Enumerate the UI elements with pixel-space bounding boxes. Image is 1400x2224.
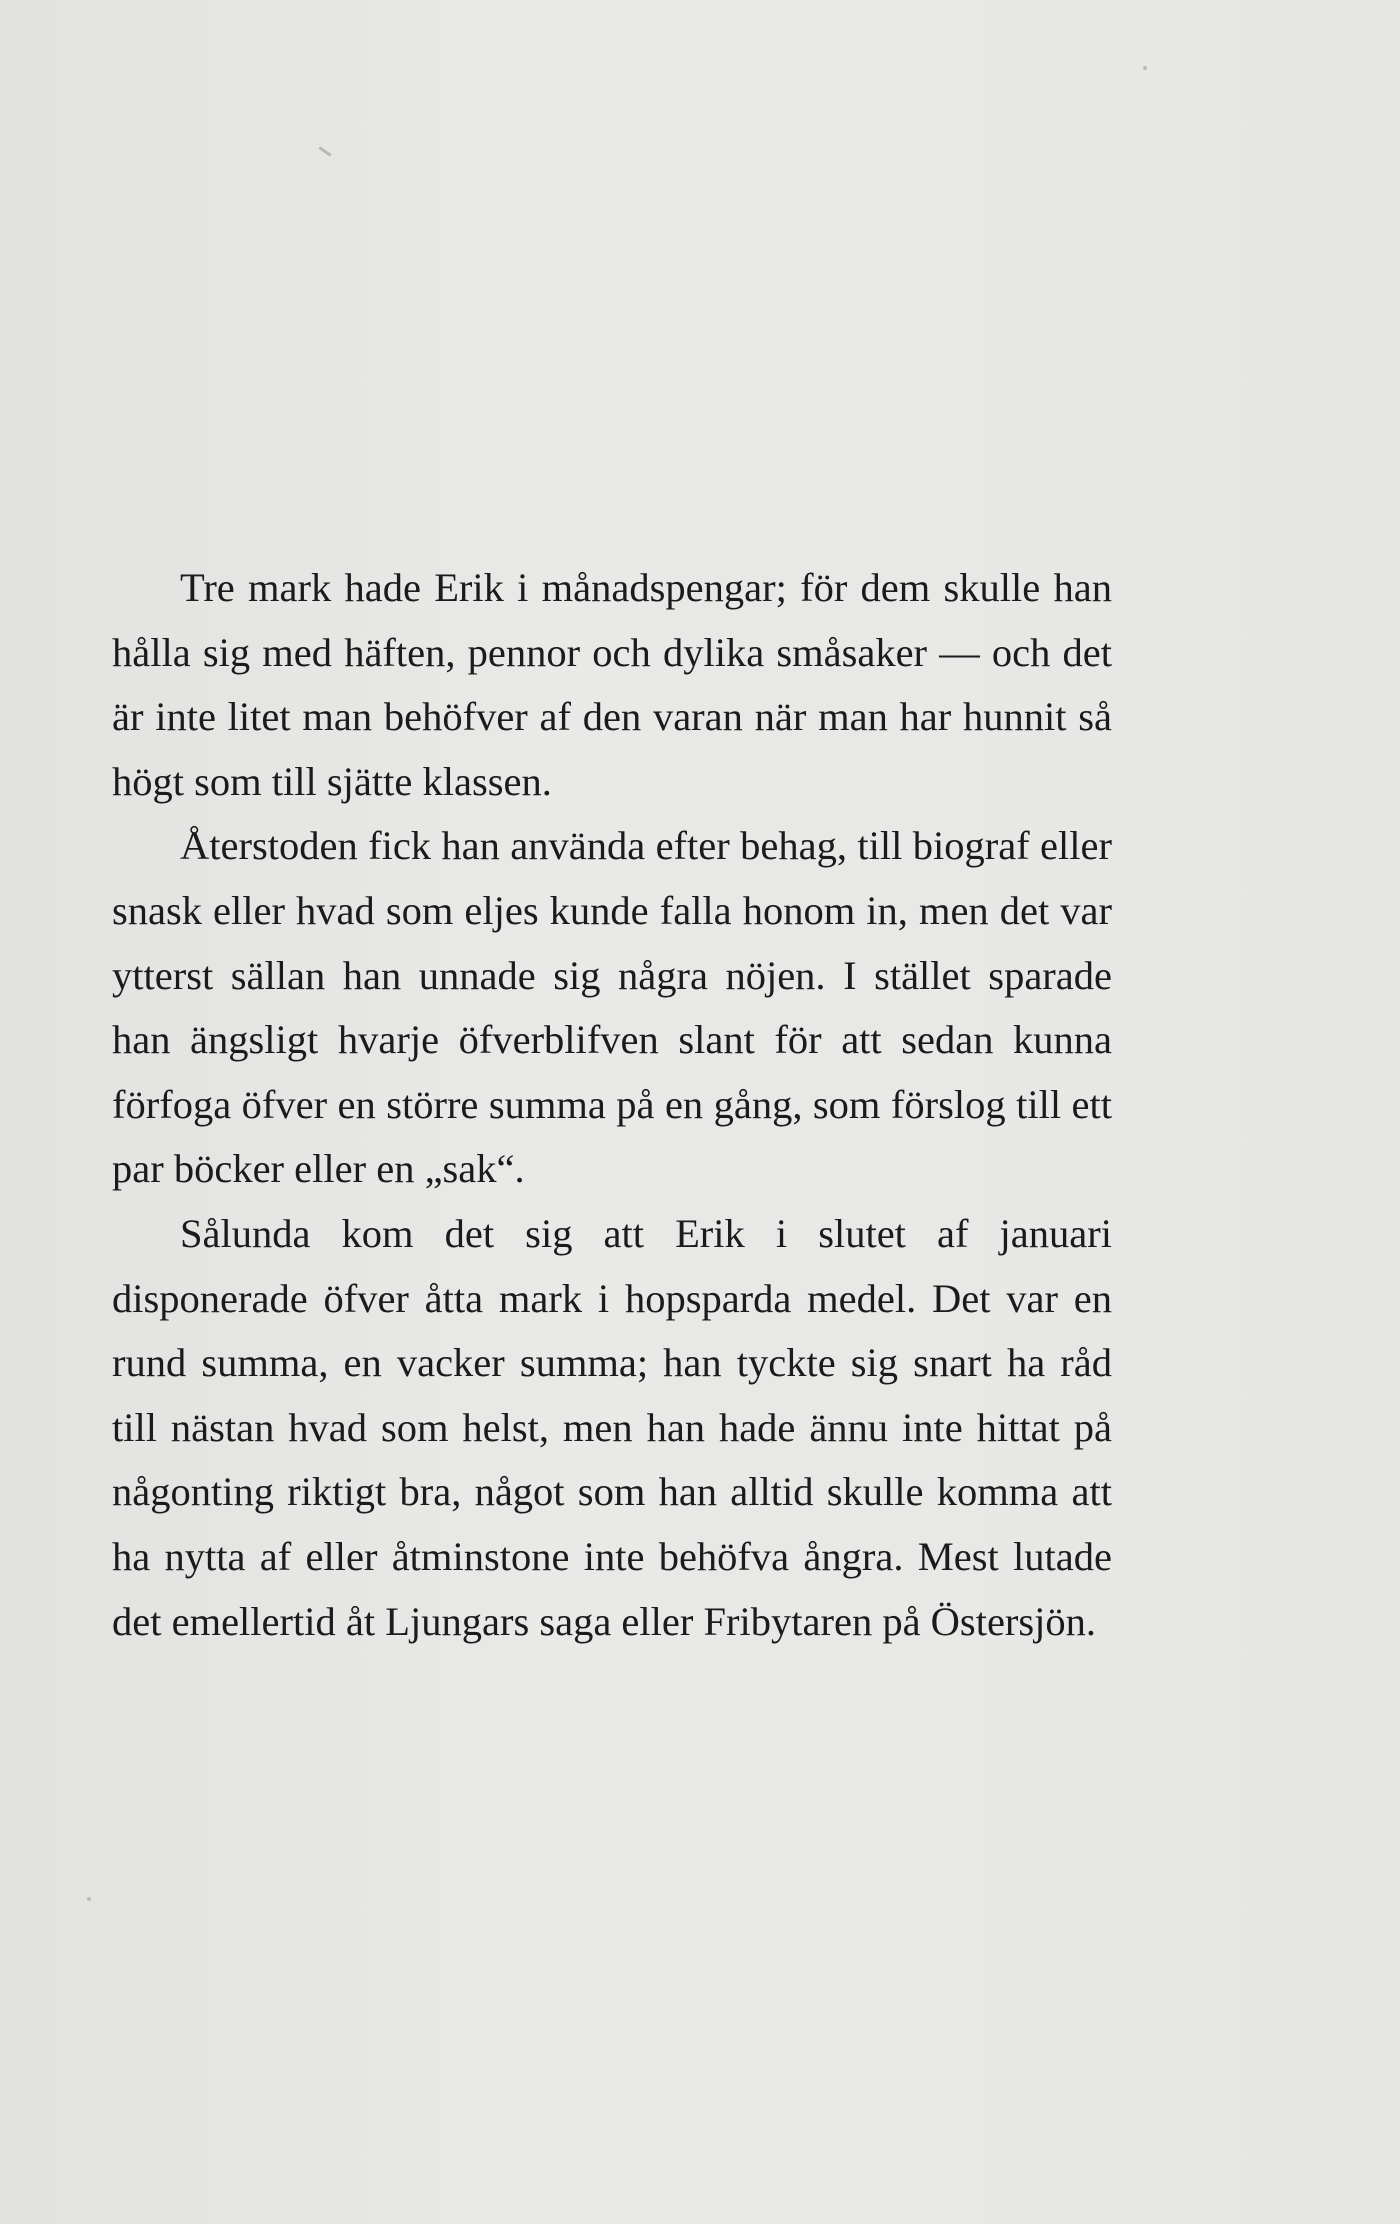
page-text (112, 556, 1112, 1654)
scan-speck (87, 1897, 91, 1901)
paragraph: Tre mark hade Erik i månadspengar; för dem skulle han hålla sig med häften, pennor och dylika småsaker — och det är inte litet man behöfver af den varan när man har hunnit så högt som till sjätte klassen. (112, 565, 1112, 804)
scan-speck (1143, 66, 1147, 70)
paragraph: Sålunda kom det sig att Erik i slutet af januari disponerade öfver åtta mark i hopsparda medel. Det var en rund summa, en vacker summa; han tyckte sig snart ha råd till nästan hvad som helst, men han hade ännu inte hittat på någonting riktigt bra, något som han alltid skulle komma att ha nytta af eller åtminstone inte behöfva ångra. Mest lutade det emellertid åt Ljungars saga eller Fribytaren på Östersjön. (112, 1210, 1112, 1644)
scan-speck (318, 146, 331, 156)
paragraph: Återstoden fick han använda efter behag, till biograf eller snask eller hvad som eljes kunde falla honom in, men det var ytterst sällan han unnade sig några nöjen. I stället sparade han ängsligt hvarje öfverblifven slant för att sedan kunna förfoga öfver en större summa på en gång, som förslog till ett par böcker eller en „sak“. (112, 823, 1112, 1192)
